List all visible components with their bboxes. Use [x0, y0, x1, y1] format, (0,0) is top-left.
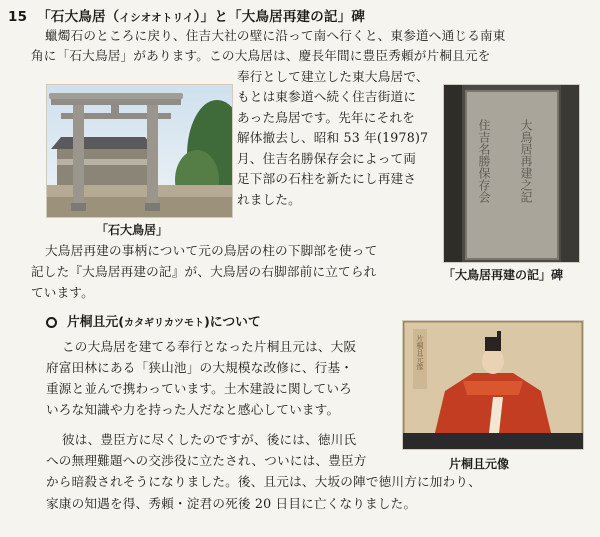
para4-line4: 家康の知遇を得、秀頼・淀君の死後 20 日目に亡くなりました。 — [46, 496, 417, 511]
para3-line4: いろな知識や力を持った人だなと感心しています。 — [46, 402, 340, 417]
subsection-title-reading: カタギリカツモト — [124, 318, 204, 329]
para1-line8: 足下部の石柱を新たにし再建さ — [237, 171, 417, 186]
portrait-photo — [402, 320, 584, 450]
para1-line7: 月、住吉名勝保存会によって両 — [237, 151, 417, 166]
subsection-title-1: 片桐且元( — [67, 315, 125, 330]
para1-line5: あった鳥居です。先年にそれを — [237, 110, 415, 125]
section-number: 15 — [8, 9, 28, 25]
subsection-title-2: )について — [203, 315, 261, 330]
para3-line1: この大鳥居を建てる奉行となった片桐且元は、大阪 — [62, 339, 357, 354]
circle-bullet-icon — [46, 317, 57, 328]
para2-line3: ています。 — [31, 285, 94, 300]
section-heading — [8, 5, 365, 25]
portrait-inscription: 片桐且元像 — [416, 335, 424, 370]
heading-text-2: ）」と「大鳥居再建の記」碑 — [193, 9, 366, 25]
para4-line2: への無理難題への交渉役に立たされ、ついには、豊臣方 — [46, 453, 367, 468]
para1-line9: れました。 — [237, 192, 301, 207]
para1-line6: 解体撤去し、昭和 53 年(1978)7 — [237, 130, 429, 145]
torii-photo — [46, 84, 233, 218]
portrait-illustration — [403, 321, 583, 449]
para3-line2: 府富田林にある「狭山池」の大規模な改修に、行基・ — [46, 360, 354, 375]
stele-photo — [443, 84, 580, 263]
para1-line3: 奉行として建立した東大鳥居で、 — [237, 69, 429, 84]
para4-line3: から暗殺されそうになりました。後、且元は、大坂の陣で徳川方に加わり、 — [46, 474, 481, 489]
torii-caption: 「石大鳥居」 — [96, 223, 169, 237]
portrait-caption: 片桐且元像 — [449, 457, 510, 471]
para1-line1: 蠟燭石のところに戻り、住吉大社の壁に沿って南へ行くと、東参道へ通じる南東 — [45, 28, 506, 43]
stele-illustration — [444, 85, 579, 262]
para1-line4: もとは東参道へ続く住吉街道に — [237, 89, 417, 104]
stele-caption: 「大鳥居再建の記」碑 — [443, 268, 564, 282]
heading-text-1: 「石大鳥居（ — [37, 9, 120, 25]
heading-reading: イシオオトリイ — [119, 12, 194, 24]
stele-inscription-col1: 住吉名勝保存会 — [477, 119, 491, 203]
para2-line1: 大鳥居再建の事柄について元の鳥居の柱の下脚部を使って — [45, 243, 378, 258]
stele-inscription-col2: 大鳥居再建之記 — [519, 119, 533, 203]
para3-line3: 重源と並んで携わっています。土木建設に関していろ — [46, 381, 352, 396]
para2-line2: 記した『大鳥居再建の記』が、大鳥居の右脚部前に立てられ — [31, 264, 377, 279]
para1-line2: 角に「石大鳥居」があります。この大鳥居は、慶長年間に豊臣秀頼が片桐且元を — [31, 48, 491, 63]
subsection-heading — [46, 311, 261, 330]
para4-line1: 彼は、豊臣方に尽くしたのですが、後には、徳川氏 — [62, 432, 357, 447]
torii-illustration — [47, 85, 232, 217]
